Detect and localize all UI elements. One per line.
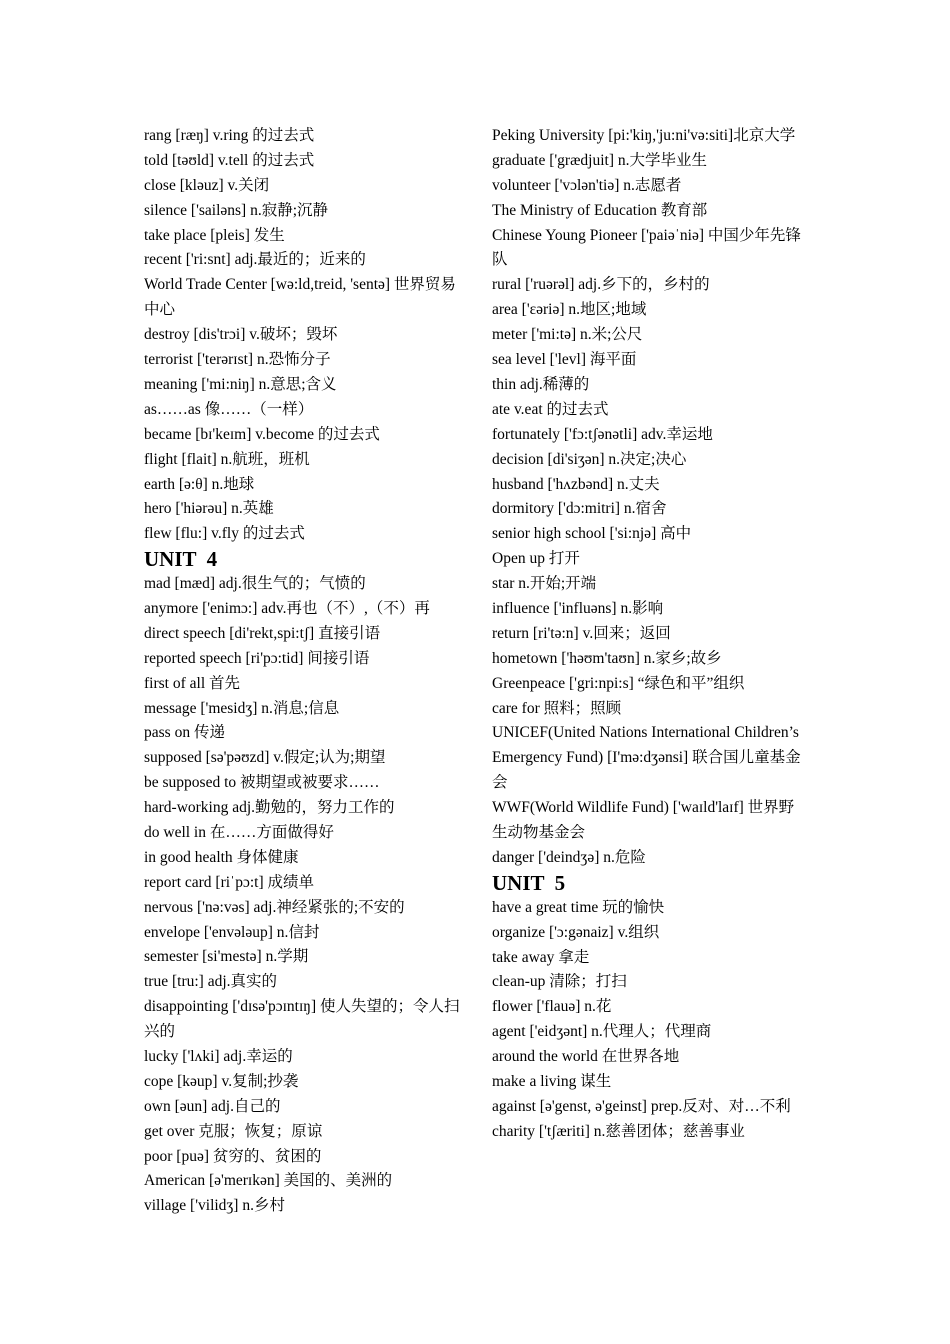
vocab-entry-organize: organize ['ɔ:gənaiz] v.组织 — [492, 923, 660, 941]
vocab-entry-own: own [əun] adj.自己的 — [144, 1097, 281, 1115]
vocab-entry-volunteer: volunteer ['vɔlən'tiə] n.志愿者 — [492, 176, 682, 194]
vocab-entry-nervous: nervous ['nə:vəs] adj.神经紧张的;不安的 — [144, 898, 405, 916]
vocab-entry-terrorist: terrorist ['terərɪst] n.恐怖分子 — [144, 351, 331, 369]
vocab-entry-true: true [tru:] adj.真实的 — [144, 973, 278, 991]
vocab-entry-emergency-fund: Emergency Fund) [I'mə:dʒənsi] 联合国儿童基金会 — [492, 749, 801, 792]
vocab-entry-clean-up: clean-up 清除；打扫 — [492, 973, 627, 991]
vocab-entry-first-of-all: first of all 首先 — [144, 674, 240, 692]
vocab-entry-american: American [ə'merɪkən] 美国的、美洲的 — [144, 1172, 393, 1190]
vocab-entry-wwf: WWF(World Wildlife Fund) ['waɪld'laɪf] 世界野生动物基金会 — [492, 799, 795, 842]
vocab-entry-reported-speech: reported speech [ri'pɔ:tid] 间接引语 — [144, 649, 370, 667]
vocab-entry-rural: rural ['ruərəl] adj.乡下的，乡村的 — [492, 276, 710, 294]
vocab-entry-flew: flew [flu:] v.fly 的过去式 — [144, 525, 305, 543]
vocab-entry-anymore: anymore ['enimɔ:] adv.再也（不）,（不）再 — [144, 599, 430, 617]
vocab-entry-became: became [bɪ'keɪm] v.become 的过去式 — [144, 425, 380, 443]
vocab-entry-make-a-living: make a living 谋生 — [492, 1072, 612, 1090]
vocab-entry-charity: charity ['tʃæriti] n.慈善团体；慈善事业 — [492, 1122, 745, 1140]
vocab-entry-destroy: destroy [dis'trɔi] v.破坏；毁坏 — [144, 326, 338, 344]
vocab-entry-hard-working: hard-working adj.勤勉的，努力工作的 — [144, 799, 395, 817]
vocab-entry-silence: silence ['sailəns] n.寂静;沉静 — [144, 201, 329, 219]
right-column — [492, 124, 808, 1145]
vocab-entry-decision: decision [di'siʒən] n.决定;决心 — [492, 450, 687, 468]
vocab-entry-hometown: hometown ['həʊm'taʊn] n.家乡;故乡 — [492, 649, 722, 667]
vocab-entry-care-for: care for 照料；照顾 — [492, 699, 622, 717]
vocab-entry-ministry-of-education: The Ministry of Education 教育部 — [492, 201, 708, 219]
vocab-entry-semester: semester [si'mestə] n.学期 — [144, 948, 309, 966]
vocab-entry-star: star n.开始;开端 — [492, 575, 597, 593]
vocab-entry-open-up: Open up 打开 — [492, 550, 580, 568]
vocab-entry-agent: agent ['eidʒənt] n.代理人；代理商 — [492, 1023, 712, 1041]
vocab-entry-flower: flower ['flauə] n.花 — [492, 998, 612, 1016]
vocab-entry-village: village ['vilidʒ] n.乡村 — [144, 1197, 285, 1215]
vocab-entry-direct-speech: direct speech [di'rekt,spi:tʃ] 直接引语 — [144, 624, 381, 642]
vocab-entry-danger: danger ['deindʒə] n.危险 — [492, 848, 646, 866]
vocab-entry-ate: ate v.eat 的过去式 — [492, 400, 609, 418]
vocab-entry-influence: influence ['influəns] n.影响 — [492, 599, 664, 617]
vocab-entry-told: told [təʊld] v.tell 的过去式 — [144, 151, 315, 169]
vocab-entry-message: message ['mesidʒ] n.消息;信息 — [144, 699, 340, 717]
vocab-entry-dormitory: dormitory ['dɔ:mitri] n.宿舍 — [492, 500, 667, 518]
vocab-entry-report-card: report card [riˈpɔ:t] 成绩单 — [144, 873, 315, 891]
left-column — [144, 124, 460, 1219]
vocab-entry-have-a-great-time: have a great time 玩的愉快 — [492, 898, 665, 916]
vocab-entry-mad: mad [mæd] adj.很生气的；气愤的 — [144, 575, 366, 593]
vocab-entry-unicef: UNICEF(United Nations International Children’s — [492, 724, 799, 742]
vocab-entry-sea-level: sea level ['levl] 海平面 — [492, 351, 637, 369]
vocab-entry-husband: husband ['hʌzbənd] n.丈夫 — [492, 475, 660, 493]
vocab-entry-senior-high-school: senior high school ['si:njə] 高中 — [492, 525, 692, 543]
vocab-entry-meaning: meaning ['mi:niŋ] n.意思;含义 — [144, 375, 337, 393]
vocab-entry-world-trade-center: World Trade Center [wə:ld,treid, 'sentə] 世界贸易中心 — [144, 276, 456, 319]
vocab-entry-disappointing: disappointing ['dɪsə'pɔɪntɪŋ] 使人失望的；令人扫兴的 — [144, 998, 460, 1041]
vocab-entry-hero: hero ['hiərəu] n.英雄 — [144, 500, 274, 518]
vocab-entry-do-well-in: do well in 在……方面做得好 — [144, 823, 334, 841]
vocab-entry-rang: rang [ræŋ] v.ring 的过去式 — [144, 127, 315, 144]
vocab-entry-close: close [kləuz] v.关闭 — [144, 176, 270, 194]
vocab-entry-envelope: envelope ['envələup] n.信封 — [144, 923, 320, 941]
vocab-entry-get-over: get over 克服；恢复；原谅 — [144, 1122, 323, 1140]
vocab-entry-fortunately: fortunately ['fɔ:tʃənətli] adv.幸运地 — [492, 425, 713, 443]
vocab-entry-greenpeace: Greenpeace ['gri:npi:s] “绿色和平”组织 — [492, 674, 745, 692]
vocab-entry-recent: recent ['ri:snt] adj.最近的；近来的 — [144, 251, 366, 269]
vocab-entry-take-place: take place [pleis] 发生 — [144, 226, 285, 244]
vocab-entry-flight: flight [flait] n.航班，班机 — [144, 450, 310, 468]
vocab-entry-thin: thin adj.稀薄的 — [492, 375, 590, 393]
vocab-entry-peking-university: Peking University [pi:'kiŋ,'ju:ni'və:siti]北京大学 — [492, 127, 796, 144]
vocab-entry-chinese-young-pioneer: Chinese Young Pioneer ['paiəˈniə] 中国少年先锋队 — [492, 226, 801, 269]
vocab-entry-graduate: graduate ['grædjuit] n.大学毕业生 — [492, 151, 708, 169]
vocab-entry-as-as: as……as 像……（一样） — [144, 400, 314, 418]
vocab-entry-supposed: supposed [sə'pəʊzd] v.假定;认为;期望 — [144, 749, 386, 767]
vocab-entry-area: area ['ɛəriə] n.地区;地域 — [492, 301, 647, 319]
vocab-entry-lucky: lucky ['lʌki] adj.幸运的 — [144, 1048, 293, 1066]
unit-5-heading: UNIT 5 — [492, 870, 566, 895]
vocab-entry-earth: earth [ə:θ] n.地球 — [144, 475, 255, 493]
vocab-entry-pass-on: pass on 传递 — [144, 724, 225, 742]
vocab-entry-return: return [ri'tə:n] v.回来；返回 — [492, 624, 671, 642]
vocab-entry-take-away: take away 拿走 — [492, 948, 590, 966]
vocab-entry-in-good-health: in good health 身体健康 — [144, 848, 299, 866]
unit-4-heading: UNIT 4 — [144, 547, 218, 572]
vocab-entry-around-the-world: around the world 在世界各地 — [492, 1048, 680, 1066]
vocab-entry-poor: poor [puə] 贫穷的、贫困的 — [144, 1147, 322, 1165]
vocab-entry-meter: meter ['mi:tə] n.米;公尺 — [492, 326, 643, 344]
vocab-entry-against: against [ə'genst, ə'geinst] prep.反对、对…不利 — [492, 1097, 791, 1115]
vocab-entry-be-supposed-to: be supposed to 被期望或被要求…… — [144, 774, 380, 792]
vocab-entry-cope: cope [kəup] v.复制;抄袭 — [144, 1072, 299, 1090]
